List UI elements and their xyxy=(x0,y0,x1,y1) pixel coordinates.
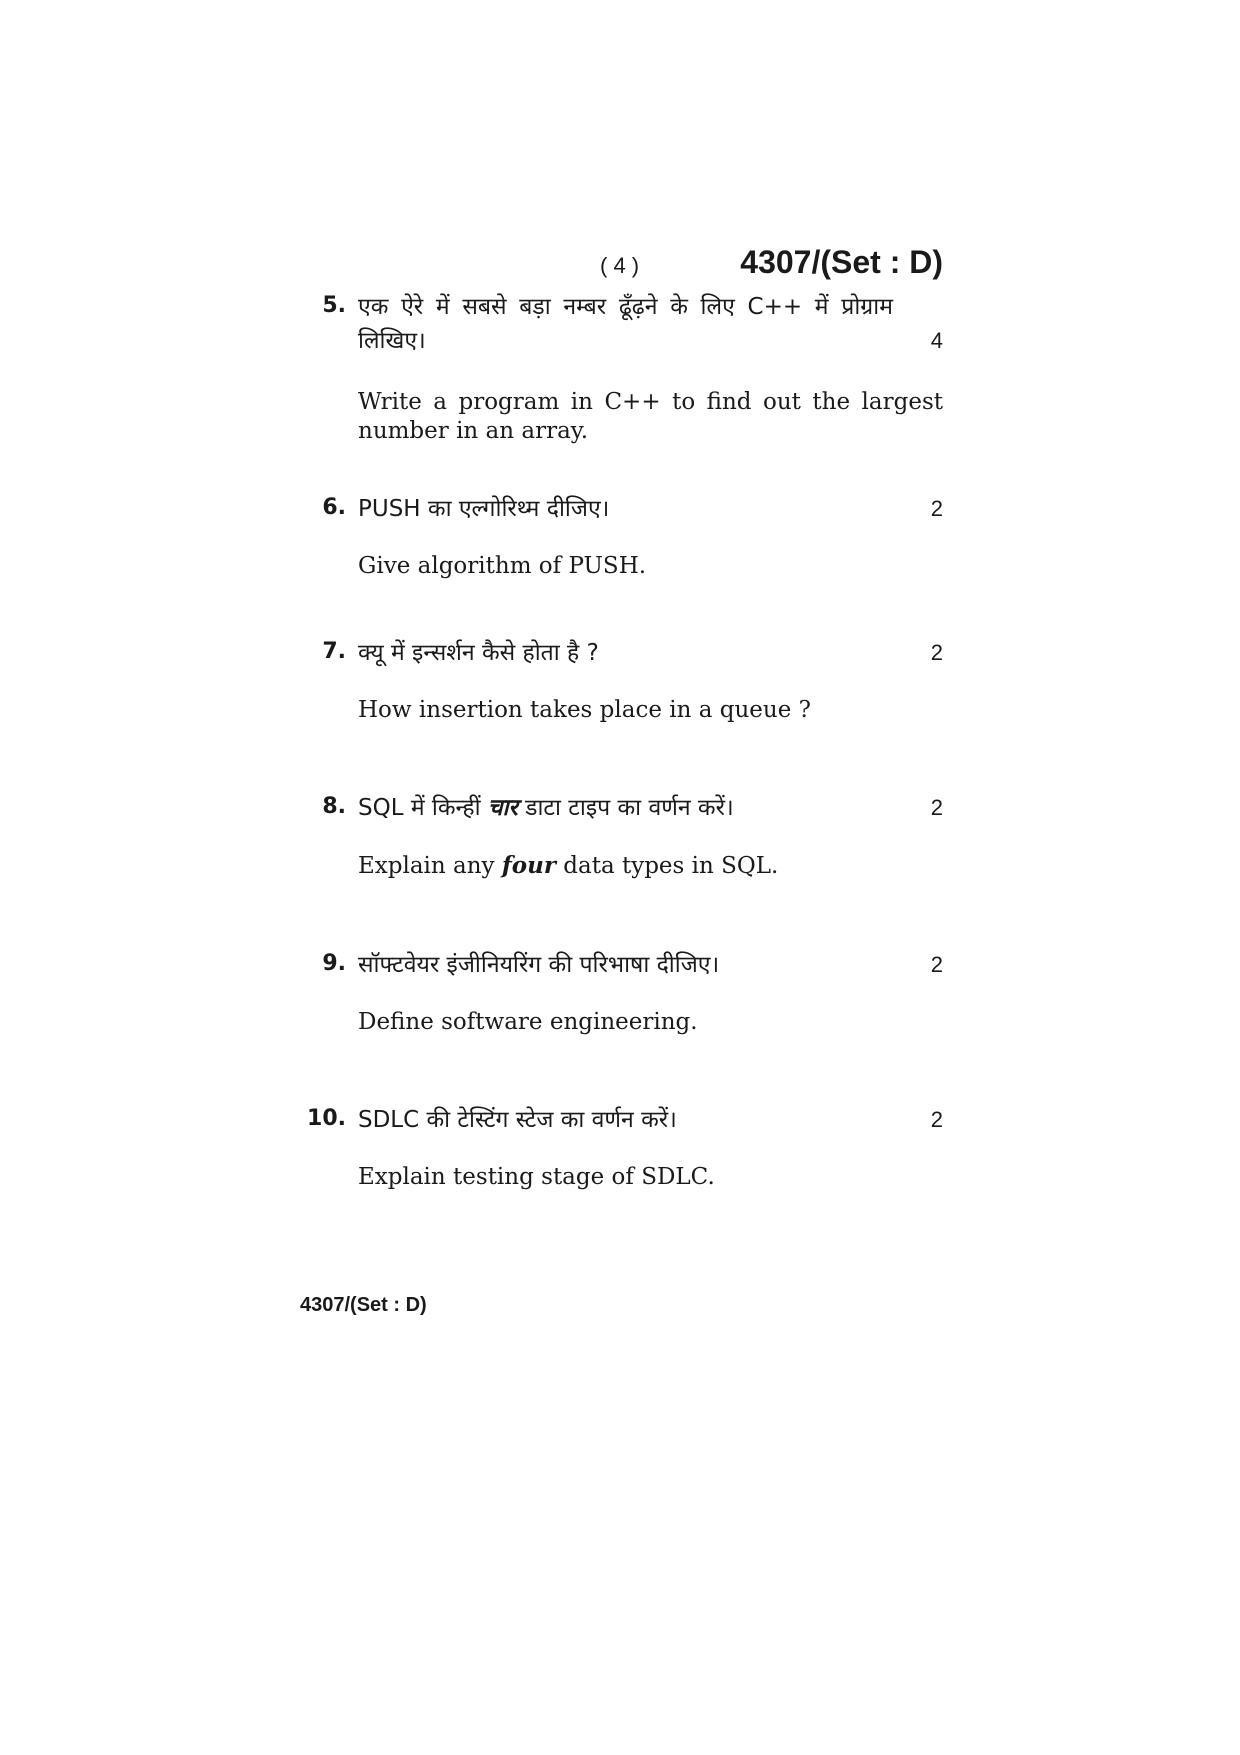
question-5 xyxy=(290,290,943,446)
question-text-hindi: सॉफ्टवेयर इंजीनियरिंग की परिभाषा दीजिए। xyxy=(358,952,720,978)
question-number: 9. xyxy=(322,951,346,976)
question-text-hindi: क्यू में इन्सर्शन कैसे होता है ? xyxy=(358,640,599,666)
question-text-english: Write a program in C++ to find out the largest number in an array. xyxy=(358,389,943,444)
question-marks: 2 xyxy=(930,496,943,521)
question-number: 7. xyxy=(322,639,346,664)
question-text-hindi: SDLC की टेस्टिंग स्टेज का वर्णन करें। xyxy=(358,1107,677,1133)
question-number: 8. xyxy=(322,794,346,819)
question-marks: 2 xyxy=(930,795,943,820)
question-marks: 2 xyxy=(930,1107,943,1132)
question-text-hindi: एक ऐरे में सबसे बड़ा नम्बर ढूँढ़ने के लिए C++ में प्रोग्राम लिखिए। xyxy=(358,294,893,354)
paper-code-footer: 4307/(Set : D) xyxy=(300,1294,427,1316)
question-text-english: Explain testing stage of SDLC. xyxy=(358,1164,715,1190)
question-text-english xyxy=(358,851,943,881)
page-number: ( 4 ) xyxy=(600,253,640,278)
question-marks: 2 xyxy=(930,952,943,977)
emphasis-word: चार xyxy=(487,795,518,821)
question-9 xyxy=(290,948,943,1037)
paper-code-header: 4307/(Set : D) xyxy=(740,244,943,280)
question-marks: 4 xyxy=(930,328,943,353)
question-number: 6. xyxy=(322,495,346,520)
question-text-english: Define software engineering. xyxy=(358,1009,698,1035)
question-7 xyxy=(290,636,943,725)
question-6 xyxy=(290,492,943,581)
question-text-hindi: PUSH का एल्गोरिथ्म दीजिए। xyxy=(358,496,610,522)
question-text-english: How insertion takes place in a queue ? xyxy=(358,697,811,723)
emphasis-word: four xyxy=(501,852,556,879)
question-text-hindi-part: डाटा टाइप का वर्णन करें। xyxy=(517,795,734,821)
question-text-hindi xyxy=(358,791,943,825)
question-number: 5. xyxy=(322,293,346,318)
question-text-hindi-part: SQL में किन्हीं xyxy=(358,795,488,821)
question-marks: 2 xyxy=(930,640,943,665)
question-8 xyxy=(290,791,943,881)
question-text-english-part: data types in SQL. xyxy=(555,853,779,879)
question-text-english: Give algorithm of PUSH. xyxy=(358,553,647,579)
question-number: 10. xyxy=(307,1106,346,1131)
question-10 xyxy=(290,1103,943,1192)
question-text-english-part: Explain any xyxy=(358,853,502,879)
